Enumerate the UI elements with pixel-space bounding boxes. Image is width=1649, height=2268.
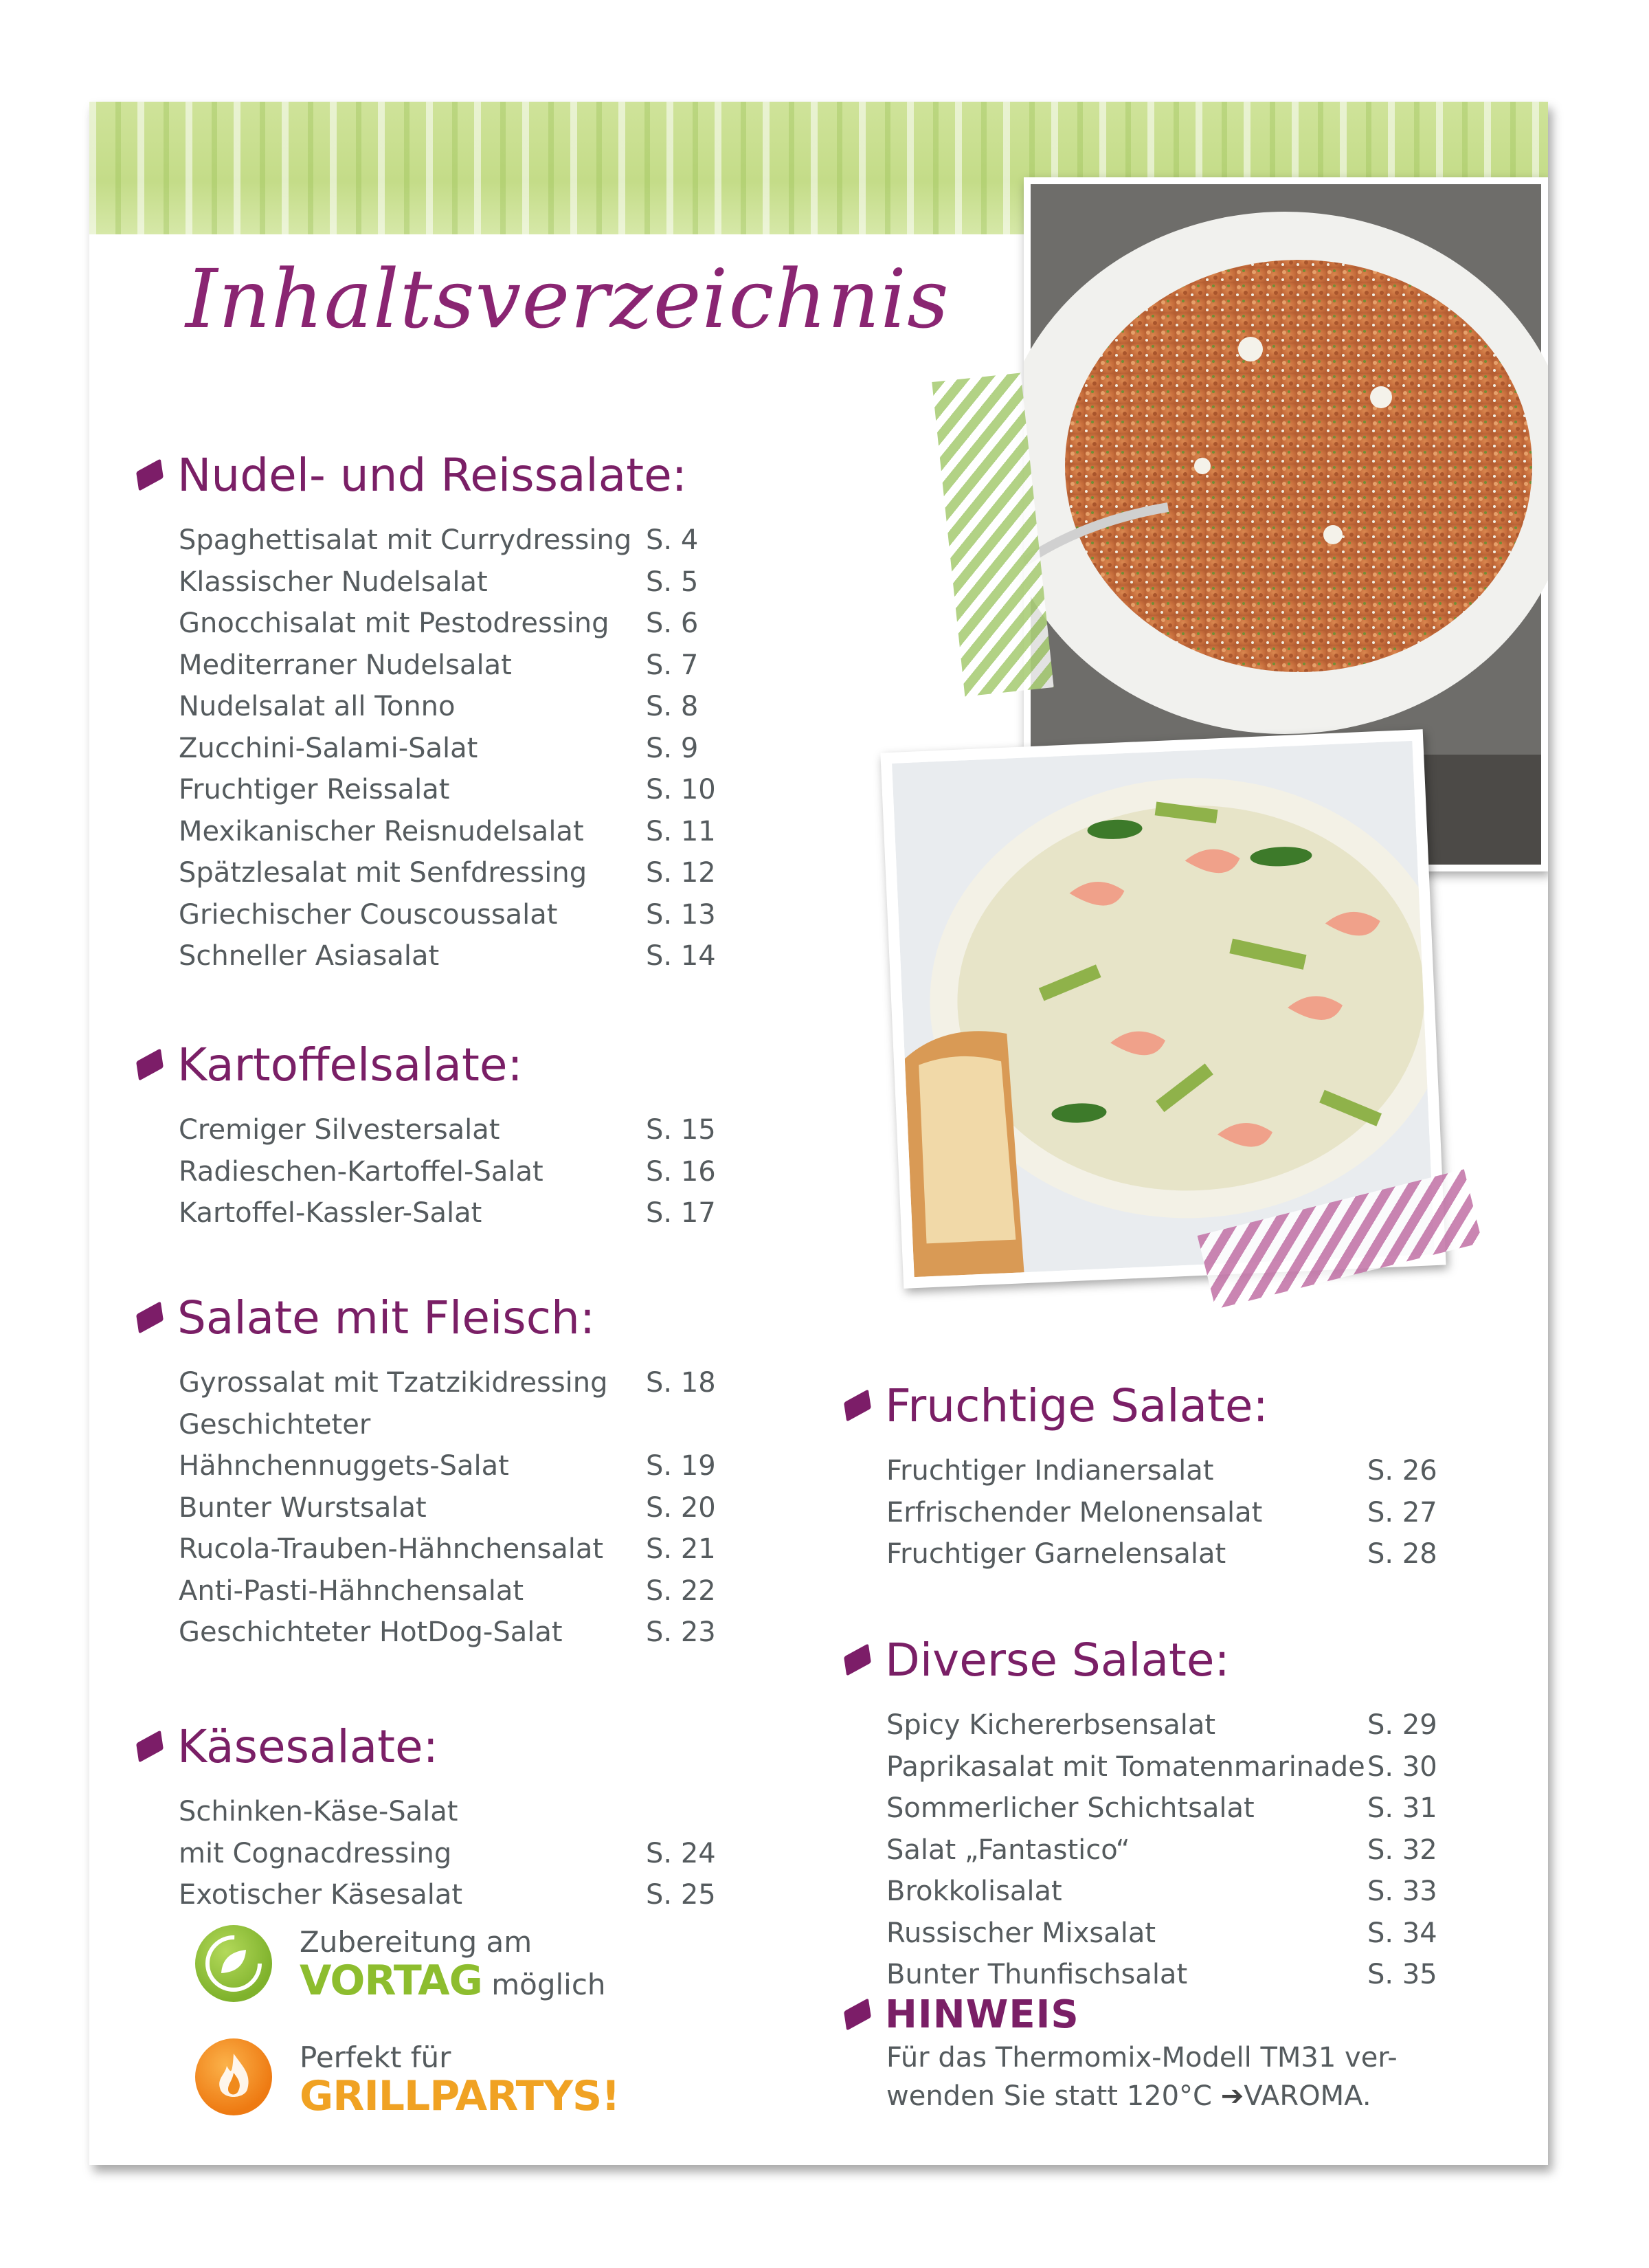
entry-page-number: S. 31: [1367, 1792, 1437, 1825]
entry-list: [179, 1791, 893, 1916]
bullet-icon: [844, 1389, 871, 1421]
section-nudel: [137, 444, 893, 977]
toc-entry: [179, 728, 893, 770]
entry-title: Fruchtiger Reissalat: [179, 774, 450, 806]
grill-big: GRILLPARTYS!: [300, 2072, 620, 2120]
toc-entry: [179, 1487, 893, 1529]
entry-title: Schinken-Käse-Salat: [179, 1796, 458, 1828]
section-divers: [845, 1629, 1532, 1996]
hint-line-1: Für das Thermomix-Modell TM31 ver-: [886, 2042, 1398, 2074]
toc-entry: [179, 935, 893, 977]
entry-page-number: S. 33: [1367, 1876, 1437, 1908]
grill-line1: Perfekt für: [300, 2041, 451, 2074]
bullet-icon: [844, 1998, 871, 2030]
toc-entry: [179, 562, 893, 603]
entry-list: [179, 1109, 893, 1234]
toc-entry: [179, 603, 893, 645]
entry-title: Fruchtiger Indianersalat: [886, 1455, 1214, 1487]
entry-page-number: S. 4: [646, 524, 699, 557]
bullet-icon: [844, 1643, 871, 1676]
section-header: [137, 444, 893, 506]
entry-title: Gnocchisalat mit Pestodressing: [179, 608, 609, 640]
toc-entry: [886, 1533, 1532, 1575]
entry-page-number: S. 9: [646, 732, 699, 764]
section-title: Salate mit Fleisch:: [177, 1291, 596, 1344]
entry-title: Kartoffel-Kassler-Salat: [179, 1197, 482, 1230]
entry-page-number: S. 17: [646, 1197, 716, 1230]
entry-page-number: S. 6: [646, 608, 699, 640]
entry-title: Sommerlicher Schichtsalat: [886, 1792, 1255, 1825]
hint-text: [886, 2038, 1532, 2115]
entry-list: [886, 1704, 1532, 1996]
entry-page-number: S. 10: [646, 774, 716, 806]
entry-title: Spicy Kichererbsensalat: [886, 1709, 1216, 1742]
entry-page-number: S. 5: [646, 566, 699, 598]
section-header: [845, 1375, 1532, 1436]
vortag-line2: [300, 1957, 606, 2005]
toc-entry: [179, 852, 893, 894]
toc-entry: [179, 1192, 893, 1234]
section-fleisch: [137, 1287, 893, 1654]
entry-title: Rucola-Trauben-Hähnchensalat: [179, 1533, 604, 1566]
entry-title: Geschichteter: [179, 1408, 371, 1441]
toc-entry: [886, 1450, 1532, 1492]
toc-entry: [179, 645, 893, 687]
toc-entry: [179, 769, 893, 811]
toc-page: [89, 102, 1548, 2165]
entry-title: Cremiger Silvestersalat: [179, 1114, 500, 1146]
leaf-icon: [195, 1925, 272, 2002]
toc-entry: [179, 1362, 893, 1404]
entry-list: [886, 1450, 1532, 1575]
section-title: Nudel- und Reissalate:: [177, 448, 687, 502]
entry-title: Mexikanischer Reisnudelsalat: [179, 815, 584, 847]
hint-line-2-start: wenden Sie statt 120°C: [886, 2080, 1221, 2112]
section-header: [137, 1287, 893, 1348]
hint-line-2: [886, 2077, 1532, 2115]
entry-title: mit Cognacdressing: [179, 1837, 452, 1869]
entry-page-number: S. 16: [646, 1155, 716, 1188]
toc-entry: [886, 1788, 1532, 1830]
entry-title: Salat „Fantastico“: [886, 1834, 1130, 1866]
toc-entry: [886, 1492, 1532, 1534]
section-header: [845, 1629, 1532, 1691]
toc-entry: [179, 1612, 893, 1654]
section-kartoffel: [137, 1034, 893, 1234]
entry-page-number: S. 21: [646, 1533, 716, 1566]
toc-entry: [179, 1833, 893, 1875]
entry-title: Paprikasalat mit Tomatenmarinade: [886, 1750, 1365, 1783]
entry-page-number: S. 25: [646, 1879, 716, 1911]
toc-entry: [179, 520, 893, 562]
entry-page-number: S. 35: [1367, 1959, 1437, 1991]
section-title: Kartoffelsalate:: [177, 1038, 523, 1091]
entry-page-number: S. 19: [646, 1450, 716, 1482]
entry-title: Schneller Asiasalat: [179, 940, 440, 972]
entry-page-number: S. 27: [1367, 1496, 1437, 1528]
entry-title: Brokkolisalat: [886, 1876, 1062, 1908]
entry-title: Bunter Wurstsalat: [179, 1491, 427, 1524]
toc-entry: [886, 1746, 1532, 1788]
entry-title: Griechischer Couscoussalat: [179, 898, 558, 931]
entry-title: Bunter Thunfischsalat: [886, 1959, 1188, 1991]
entry-page-number: S. 24: [646, 1837, 716, 1869]
entry-list: [179, 1362, 893, 1654]
entry-title: Radieschen-Kartoffel-Salat: [179, 1155, 543, 1188]
toc-entry: [886, 1704, 1532, 1746]
flame-icon: [195, 2038, 272, 2115]
toc-entry: [179, 1874, 893, 1916]
section-title: Diverse Salate:: [885, 1633, 1230, 1687]
section-kaese: [137, 1715, 893, 1916]
vortag-small: möglich: [482, 1968, 606, 2001]
entry-page-number: S. 28: [1367, 1538, 1437, 1570]
entry-title: Fruchtiger Garnelensalat: [886, 1538, 1226, 1570]
toc-entry: [179, 811, 893, 853]
toc-entry: [179, 686, 893, 728]
hint-line-2-end: VAROMA.: [1244, 2080, 1371, 2112]
entry-list: [179, 520, 893, 977]
toc-entry: [179, 894, 893, 936]
bullet-icon: [136, 1048, 164, 1080]
arrow-right-icon: ➔: [1220, 2080, 1244, 2112]
vortag-text: [300, 1923, 606, 2004]
section-title: Fruchtige Salate:: [885, 1379, 1268, 1432]
entry-page-number: S. 15: [646, 1114, 716, 1146]
entry-title: Hähnchennuggets-Salat: [179, 1450, 509, 1482]
toc-entry: [179, 1151, 893, 1193]
toc-entry: [886, 1954, 1532, 1996]
section-title: Käsesalate:: [177, 1720, 438, 1773]
toc-entry: [179, 1109, 893, 1151]
section-header: [137, 1715, 893, 1777]
toc-entry: [179, 1570, 893, 1612]
entry-page-number: S. 26: [1367, 1455, 1437, 1487]
toc-entry: [179, 1791, 893, 1833]
hint-box: [845, 1990, 1532, 2115]
section-header: [137, 1034, 893, 1096]
entry-page-number: S. 22: [646, 1575, 716, 1607]
entry-page-number: S. 20: [646, 1491, 716, 1524]
hint-title: HINWEIS: [885, 1992, 1079, 2037]
entry-page-number: S. 14: [646, 940, 716, 972]
entry-page-number: S. 23: [646, 1616, 716, 1649]
entry-page-number: S. 29: [1367, 1709, 1437, 1742]
toc-entry: [886, 1830, 1532, 1871]
entry-title: Mediterraner Nudelsalat: [179, 649, 512, 681]
toc-entry: [886, 1871, 1532, 1913]
grill-badge: [195, 2038, 620, 2120]
entry-title: Klassischer Nudelsalat: [179, 566, 488, 598]
entry-page-number: S. 18: [646, 1367, 716, 1399]
section-frucht: [845, 1375, 1532, 1575]
toc-entry: [179, 1404, 893, 1446]
entry-page-number: S. 32: [1367, 1834, 1437, 1866]
entry-page-number: S. 34: [1367, 1917, 1437, 1949]
bullet-icon: [136, 1301, 164, 1333]
entry-title: Anti-Pasti-Hähnchensalat: [179, 1575, 524, 1607]
entry-title: Nudelsalat all Tonno: [179, 691, 456, 723]
entry-title: Erfrischender Melonensalat: [886, 1496, 1263, 1528]
entry-page-number: S. 8: [646, 691, 699, 723]
entry-page-number: S. 30: [1367, 1750, 1437, 1783]
toc-entry: [179, 1445, 893, 1487]
bullet-icon: [136, 458, 164, 491]
entry-page-number: S. 13: [646, 898, 716, 931]
entry-title: Spaghettisalat mit Currydressing: [179, 524, 632, 557]
entry-title: Geschichteter HotDog-Salat: [179, 1616, 563, 1649]
toc-entry: [179, 1528, 893, 1570]
entry-page-number: S. 7: [646, 649, 699, 681]
vortag-line1: Zubereitung am: [300, 1925, 532, 1959]
entry-title: Zucchini-Salami-Salat: [179, 732, 478, 764]
hint-header: [845, 1990, 1532, 2038]
entry-title: Spätzlesalat mit Senfdressing: [179, 857, 587, 889]
vortag-big: VORTAG: [300, 1957, 482, 2005]
page-title: Inhaltsverzeichnis: [186, 252, 950, 346]
entry-title: Gyrossalat mit Tzatzikidressing: [179, 1367, 608, 1399]
entry-page-number: S. 12: [646, 857, 716, 889]
bullet-icon: [136, 1730, 164, 1762]
toc-entry: [886, 1913, 1532, 1955]
entry-title: Russischer Mixsalat: [886, 1917, 1156, 1949]
entry-page-number: S. 11: [646, 815, 716, 847]
grill-text: [300, 2038, 620, 2120]
vortag-badge: [195, 1923, 606, 2004]
entry-title: Exotischer Käsesalat: [179, 1879, 463, 1911]
